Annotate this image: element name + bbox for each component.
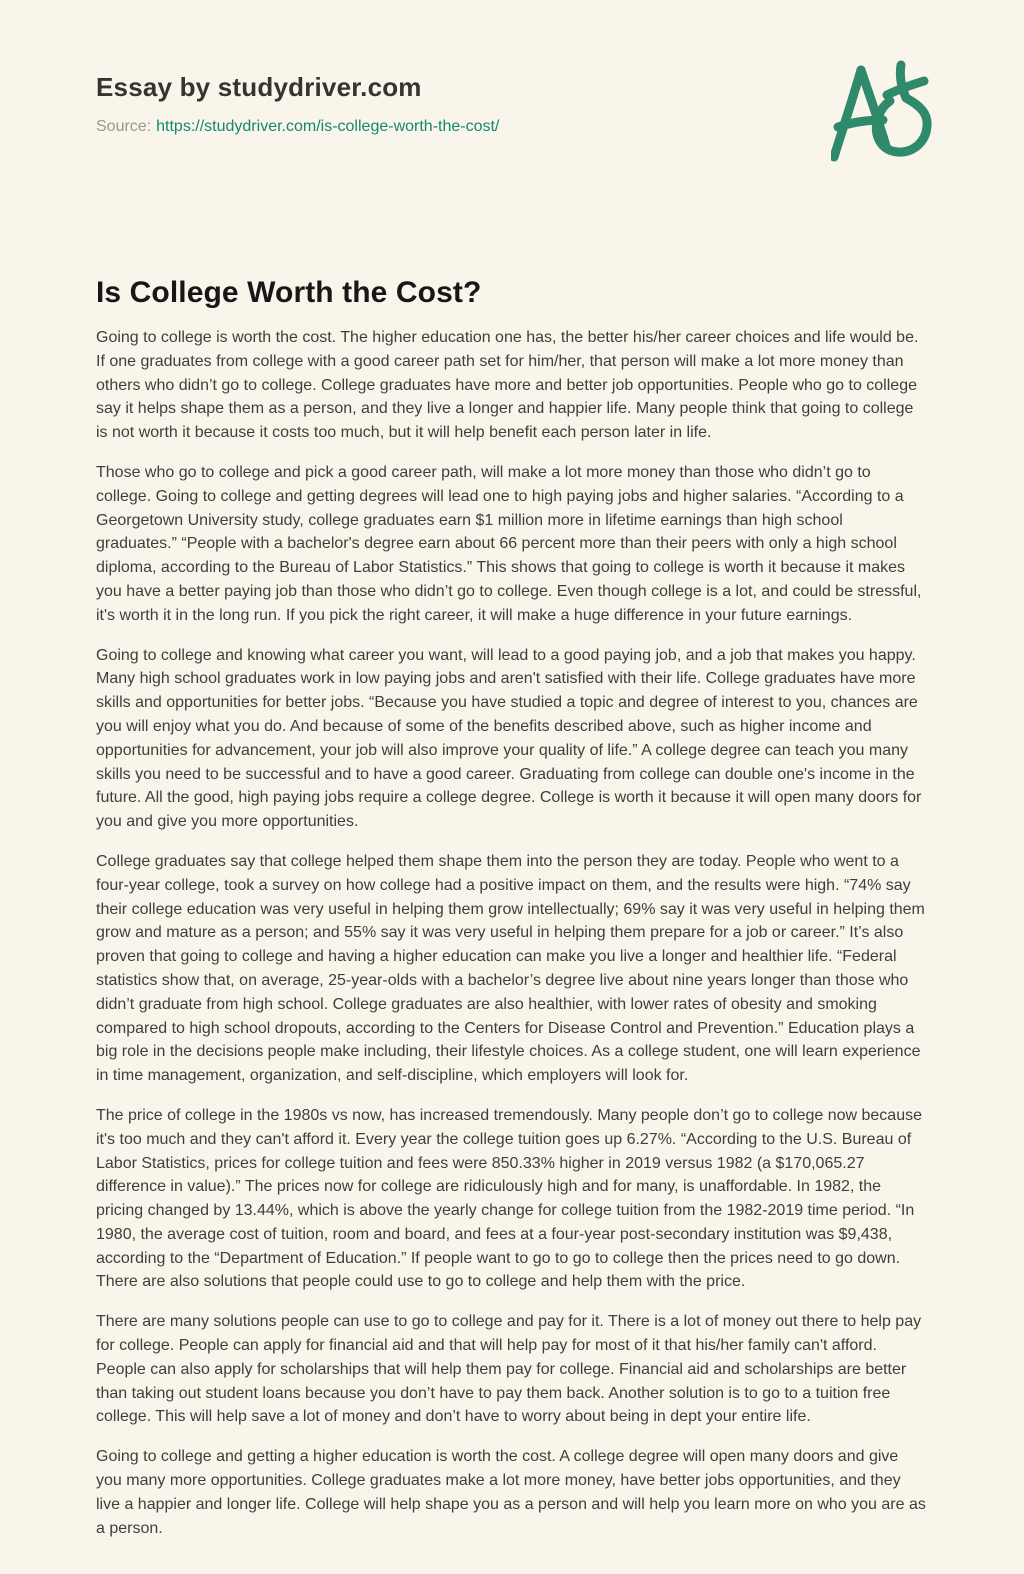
article — [96, 276, 928, 1540]
essay-paragraph: Going to college and knowing what career you want, will lead to a good paying job, and a job that makes you happy. Many high school graduates work in low paying jobs and aren't satisfied with their life. College graduates have more skills and opportunities for better jobs. “Because you have studied a topic and degree of interest to you, chances are you will enjoy what you do. And because of some of the benefits described above, such as higher income and opportunities for advancement, your job will also improve your quality of life.” A college degree can teach you many skills you need to be successful and to have a good career. Graduating from college can double one's income in the future. All the good, high paying jobs require a college degree. College is worth it because it will open many doors for you and give you more opportunities. — [96, 646, 922, 831]
attribution-block — [96, 52, 499, 136]
source-line — [96, 118, 499, 136]
essay-paragraph: Going to college and getting a higher education is worth the cost. A college degree will open many doors and give you many more opportunities. College graduates make a lot more money, have better jobs opportunities, and they live a happier and longer life. College will help shape you as a person and will help you learn more on who you are as a person. — [96, 1448, 926, 1537]
essay-body — [96, 326, 928, 1540]
source-label: Source: — [96, 118, 152, 135]
essay-paragraph: Those who go to college and pick a good career path, will make a lot more money than those who didn’t go to college. Going to college and getting degrees will lead one to high paying jobs and higher salaries. “According to a Georgetown University study, college graduates earn $1 million more in lifetime earnings than high school graduates.” “People with a bachelor's degree earn about 66 percent more than their peers with only a high school diploma, according to the Bureau of Labor Statistics.” This shows that going to college is worth it because it makes you have a better paying job than those who didn’t go to college. Even though college is a lot, and could be stressful, it's worth it in the long run. If you pick the right career, it will make a huge difference in your future earnings. — [96, 463, 922, 624]
a-plus-logo-icon — [831, 56, 956, 166]
header — [96, 52, 928, 166]
source-link[interactable]: https://studydriver.com/is-college-worth-the-cost/ — [156, 118, 500, 135]
essay-paragraph: College graduates say that college helped them shape them into the person they are today. People who went to a four-year college, took a survey on how college had a positive impact on them, and the results were high. “74% say their college education was very useful in helping them grow intellectually; 69% say it was very useful in helping them grow and mature as a person; and 55% say it was very useful in helping them prepare for a job or career.” It’s also proven that going to college and having a higher education can make you live a longer and healthier life. “Federal statistics show that, on average, 25-year-olds with a bachelor’s degree live about nine years longer than those who didn’t graduate from high school. College graduates are also healthier, with lower rates of obesity and smoking compared to high school dropouts, according to the Centers for Disease Control and Prevention.” Education plays a big role in the decisions people make including, their lifestyle choices. As a college student, one will learn experience in time management, organization, and self-discipline, which employers will look for. — [96, 852, 925, 1085]
article-title: Is College Worth the Cost? — [96, 276, 482, 309]
essay-paragraph: The price of college in the 1980s vs now, has increased tremendously. Many people don’t go to college now because it's too much and they can't afford it. Every year the college tuition goes up 6.27%. “According to the U.S. Bureau of Labor Statistics, prices for college tuition and fees were 850.33% higher in 2019 versus 1982 (a $170,065.27 difference in value).” The prices now for college are ridiculously high and for many, is unaffordable. In 1982, the pricing changed by 13.44%, which is above the yearly change for college tuition from the 1982-2019 time period. “In 1980, the average cost of tuition, room and board, and fees at a four-year post-secondary institution was $9,438, according to the “Department of Education.” If people want to go to go to college then the prices need to go down. There are also solutions that people could use to go to college and help them with the price. — [96, 1106, 922, 1291]
essay-paragraph: Going to college is worth the cost. The higher education one has, the better his/her career choices and life would be. If one graduates from college with a good career path set for him/her, that person will make a lot more money than others who didn’t go to college. College graduates have more and better job opportunities. People who go to college say it helps shape them as a person, and they live a longer and happier life. Many people think that going to college is not worth it because it costs too much, but it will help benefit each person later in life. — [96, 329, 919, 442]
attribution-title: Essay by studydriver.com — [96, 72, 422, 102]
essay-paragraph: There are many solutions people can use to go to college and pay for it. There is a lot of money out there to help pay for college. People can apply for financial aid and that will help pay for most of it that his/her family can't afford. People can also apply for scholarships that will help them pay for college. Financial aid and scholarships are better than taking out student loans because you don’t have to pay them back. Another solution is to go to a tuition free college. This will help save a lot of money and don’t have to worry about being in dept your entire life. — [96, 1313, 922, 1426]
